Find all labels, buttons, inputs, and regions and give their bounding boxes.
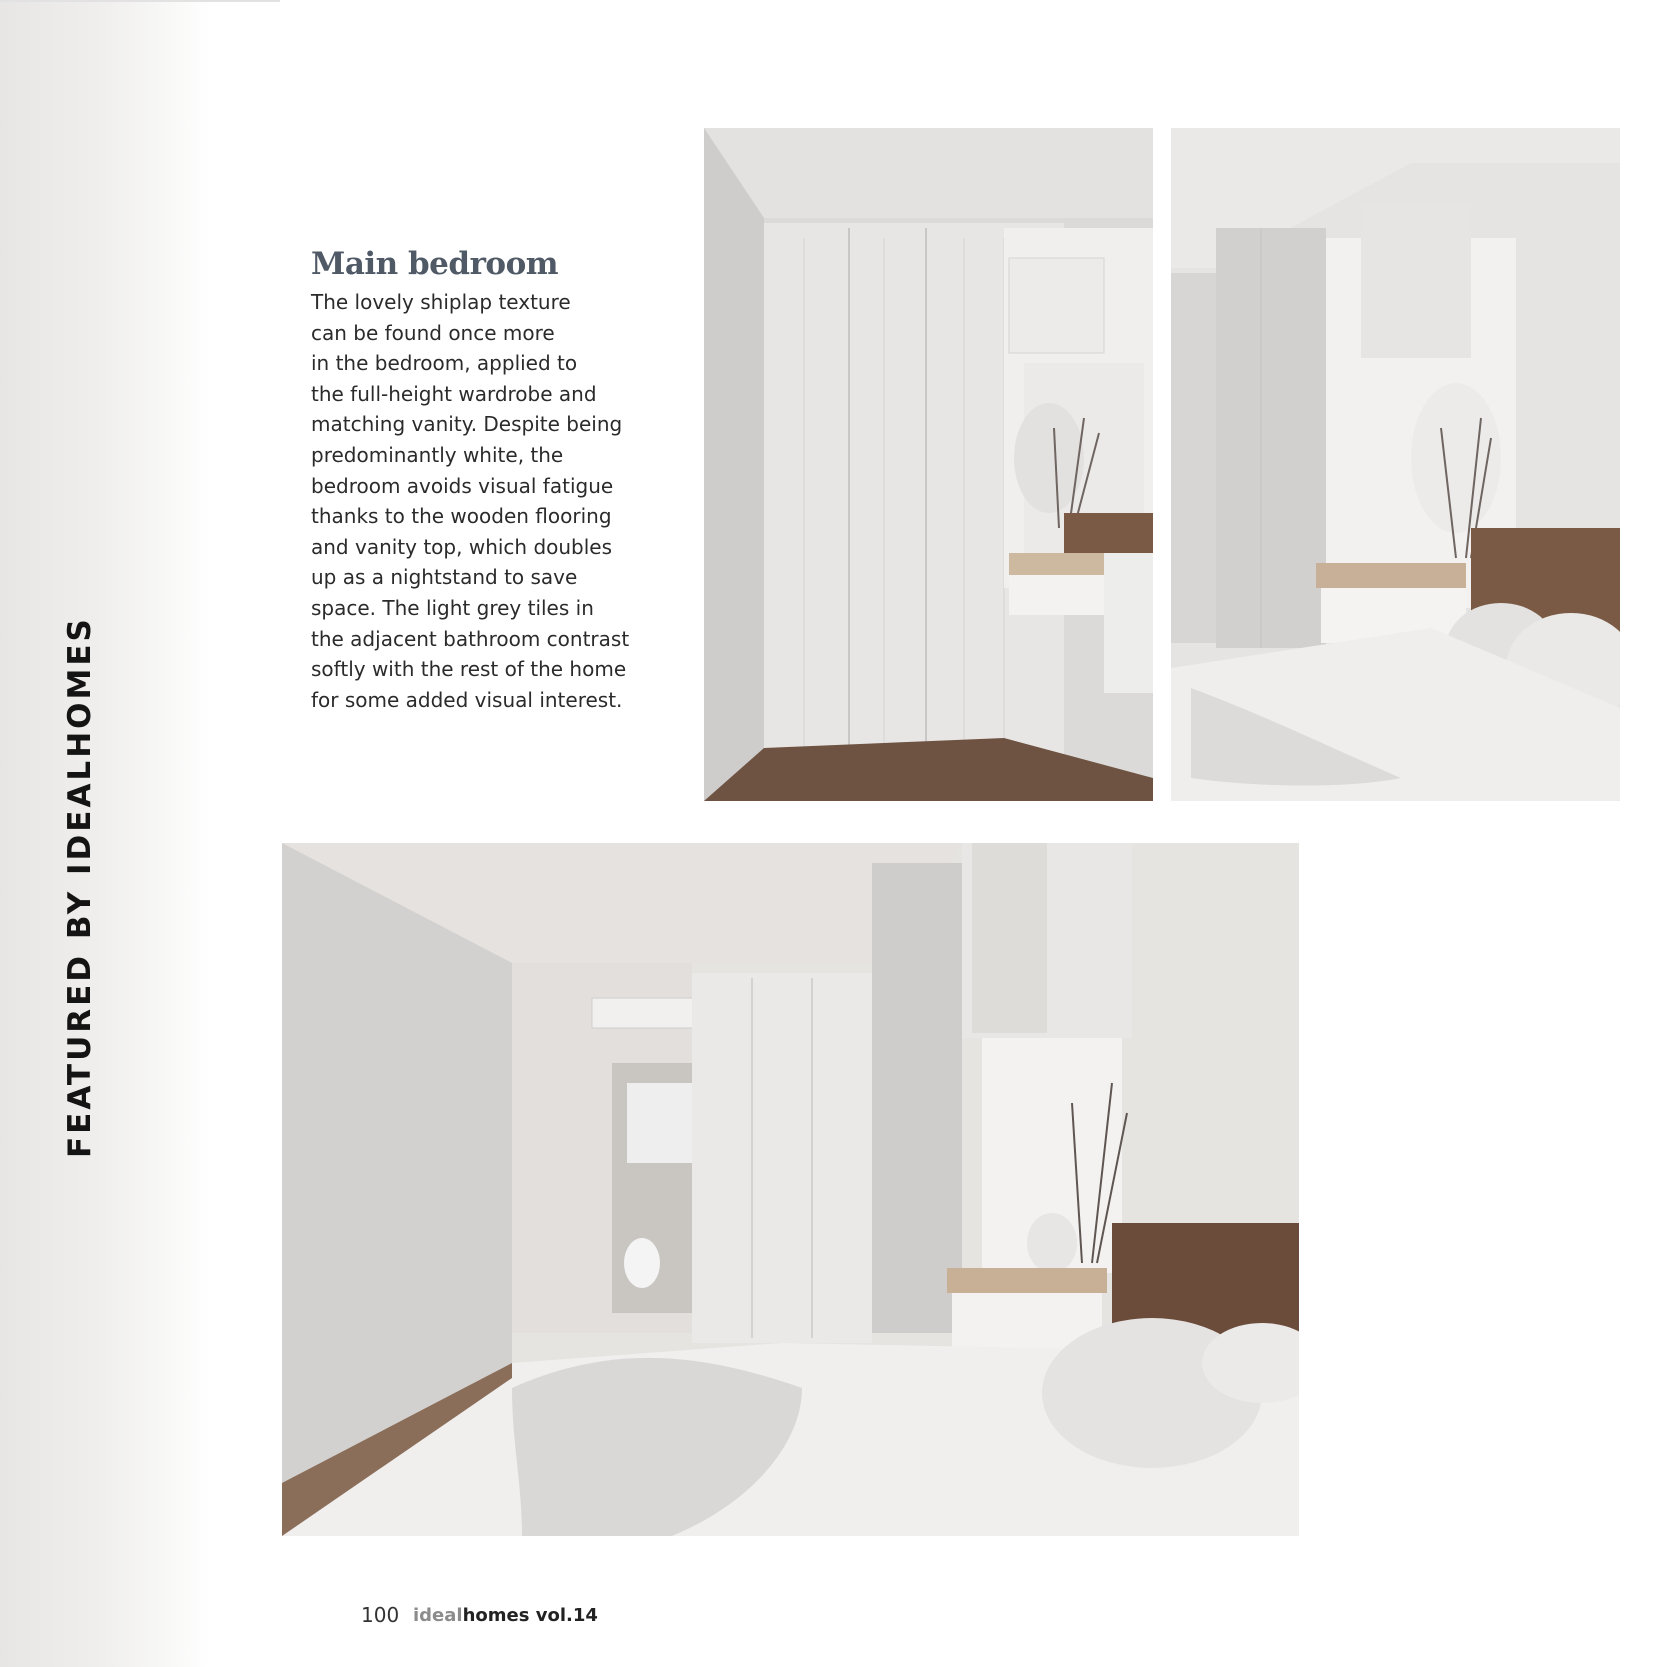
body-line: thanks to the wooden flooring [311,504,612,529]
magazine-title [413,1605,598,1626]
body-line: the full-height wardrobe and [311,381,597,406]
top-rule [0,0,280,2]
body-line: softly with the rest of the home [311,657,627,682]
body-line: in the bedroom, applied to [311,351,578,376]
body-line: can be found once more [311,320,555,345]
body-line: and vanity top, which doubles [311,534,613,559]
body-line: predominantly white, the [311,442,564,467]
photo-bedroom-wide [282,843,1299,1536]
body-line: bedroom avoids visual fatigue [311,473,614,498]
article-heading: Main bedroom [311,246,559,282]
magazine-title-bold: homes vol.14 [462,1605,598,1626]
photo-wardrobe [704,128,1153,801]
body-line: up as a nightstand to save [311,565,578,590]
body-line: matching vanity. Despite being [311,412,623,437]
body-line: the adjacent bathroom contrast [311,626,630,651]
side-strip-background [0,0,210,1667]
photo-bed-side [1171,128,1620,801]
magazine-title-light: ideal [413,1605,463,1626]
body-line: for some added visual interest. [311,687,623,712]
body-line: space. The light grey tiles in [311,595,594,620]
featured-by-label: FEATURED BY IDEALHOMES [62,616,98,1158]
body-line: The lovely shiplap texture [311,290,571,314]
article-body [311,287,629,715]
page-number: 100 [361,1603,400,1627]
